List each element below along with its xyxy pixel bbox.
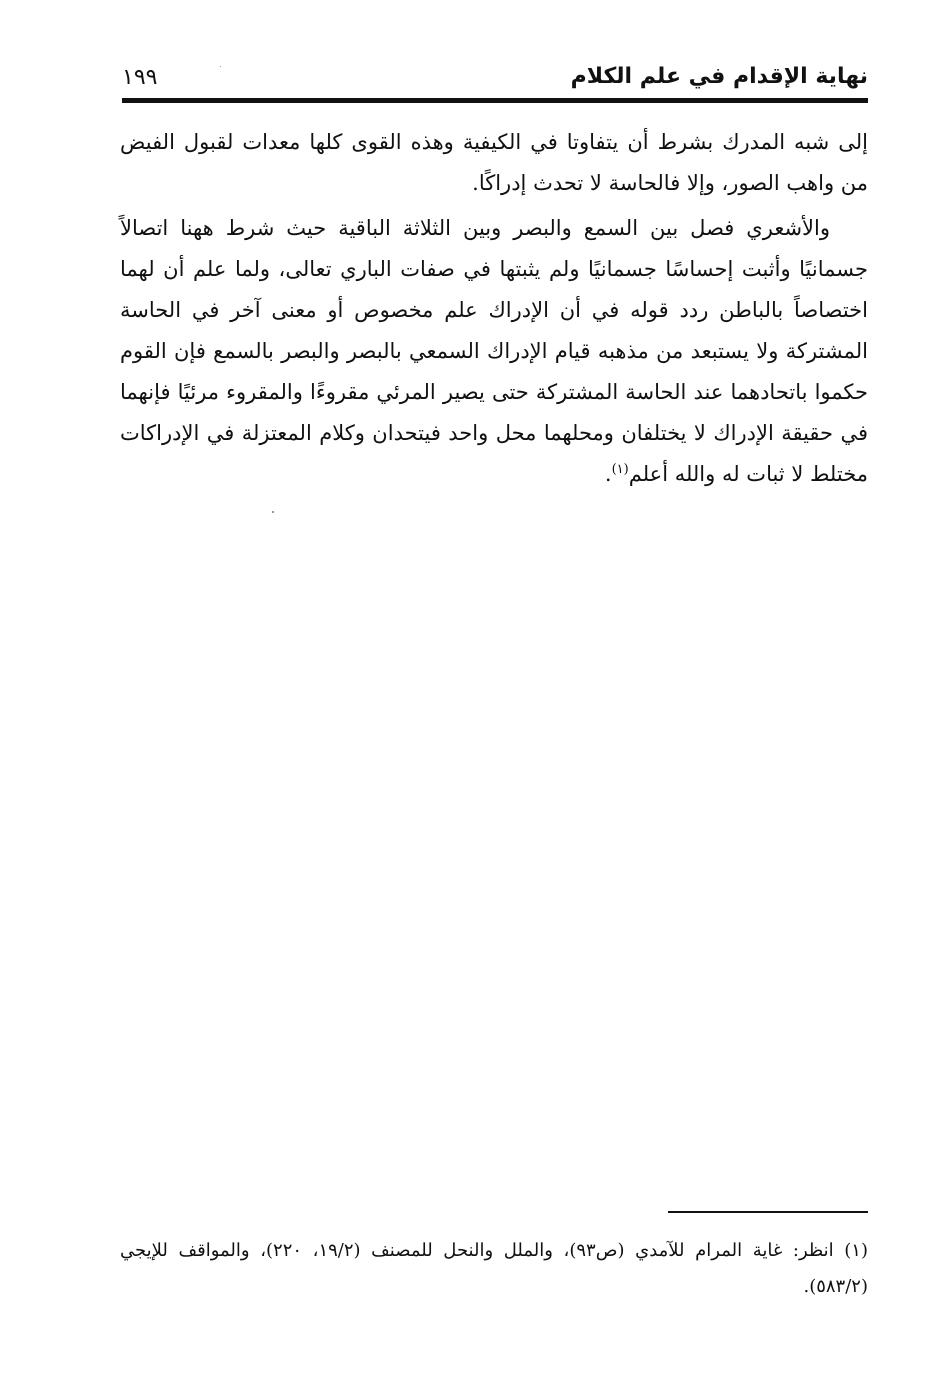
book-title: نهاية الإقدام في علم الكلام: [570, 64, 868, 89]
scan-speck: [220, 66, 221, 67]
running-header: [122, 58, 868, 98]
footnotes: [120, 1233, 868, 1305]
main-text: [120, 122, 868, 495]
scan-speck: [272, 511, 274, 513]
footnote: (١) انظر: غاية المرام للآمدي (ص٩٣)، والملل والنحل للمصنف (١٩/٢، ٢٢٠)، والمواقف للإيجي (٥٨٣/٢).: [120, 1240, 868, 1297]
footnote-separator: [668, 1211, 868, 1213]
header-rule: [122, 98, 868, 103]
page-number: ١٩٩: [122, 65, 158, 90]
paragraph-text: والأشعري فصل بين السمع والبصر وبين الثلاثة الباقية حيث شرط ههنا اتصالاً جسمانيًا وأثبت إحساسًا جسمانيًا ولم يثبتها في صفات الباري تعالى، ولما علم أن لهما اختصاصاً بالباطن ردد قوله في أن الإدراك علم مخصوص أو معنى آخر في الحاسة المشتركة ولا يستبعد من مذهبه قيام الإدراك السمعي بالبصر والبصر بالسمع فإن القوم حكموا باتحادهما عند الحاسة المشتركة حتى يصير المرئي مقروءًا والمقروء مرئيًا فإنهما في حقيقة الإدراك لا يختلفان ومحلهما محل واحد فيتحدان وكلام المعتزلة في الإدراكات مختلط لا ثبات له والله أعلم: [120, 216, 868, 486]
closing-mark: .: [604, 462, 612, 486]
paragraph: [120, 208, 868, 495]
footnote-reference[interactable]: (١): [611, 462, 629, 477]
paragraph: إلى شبه المدرك بشرط أن يتفاوتا في الكيفية وهذه القوى كلها معدات لقبول الفيض من واهب الصور، وإلا فالحاسة لا تحدث إدراكًا.: [120, 130, 868, 195]
